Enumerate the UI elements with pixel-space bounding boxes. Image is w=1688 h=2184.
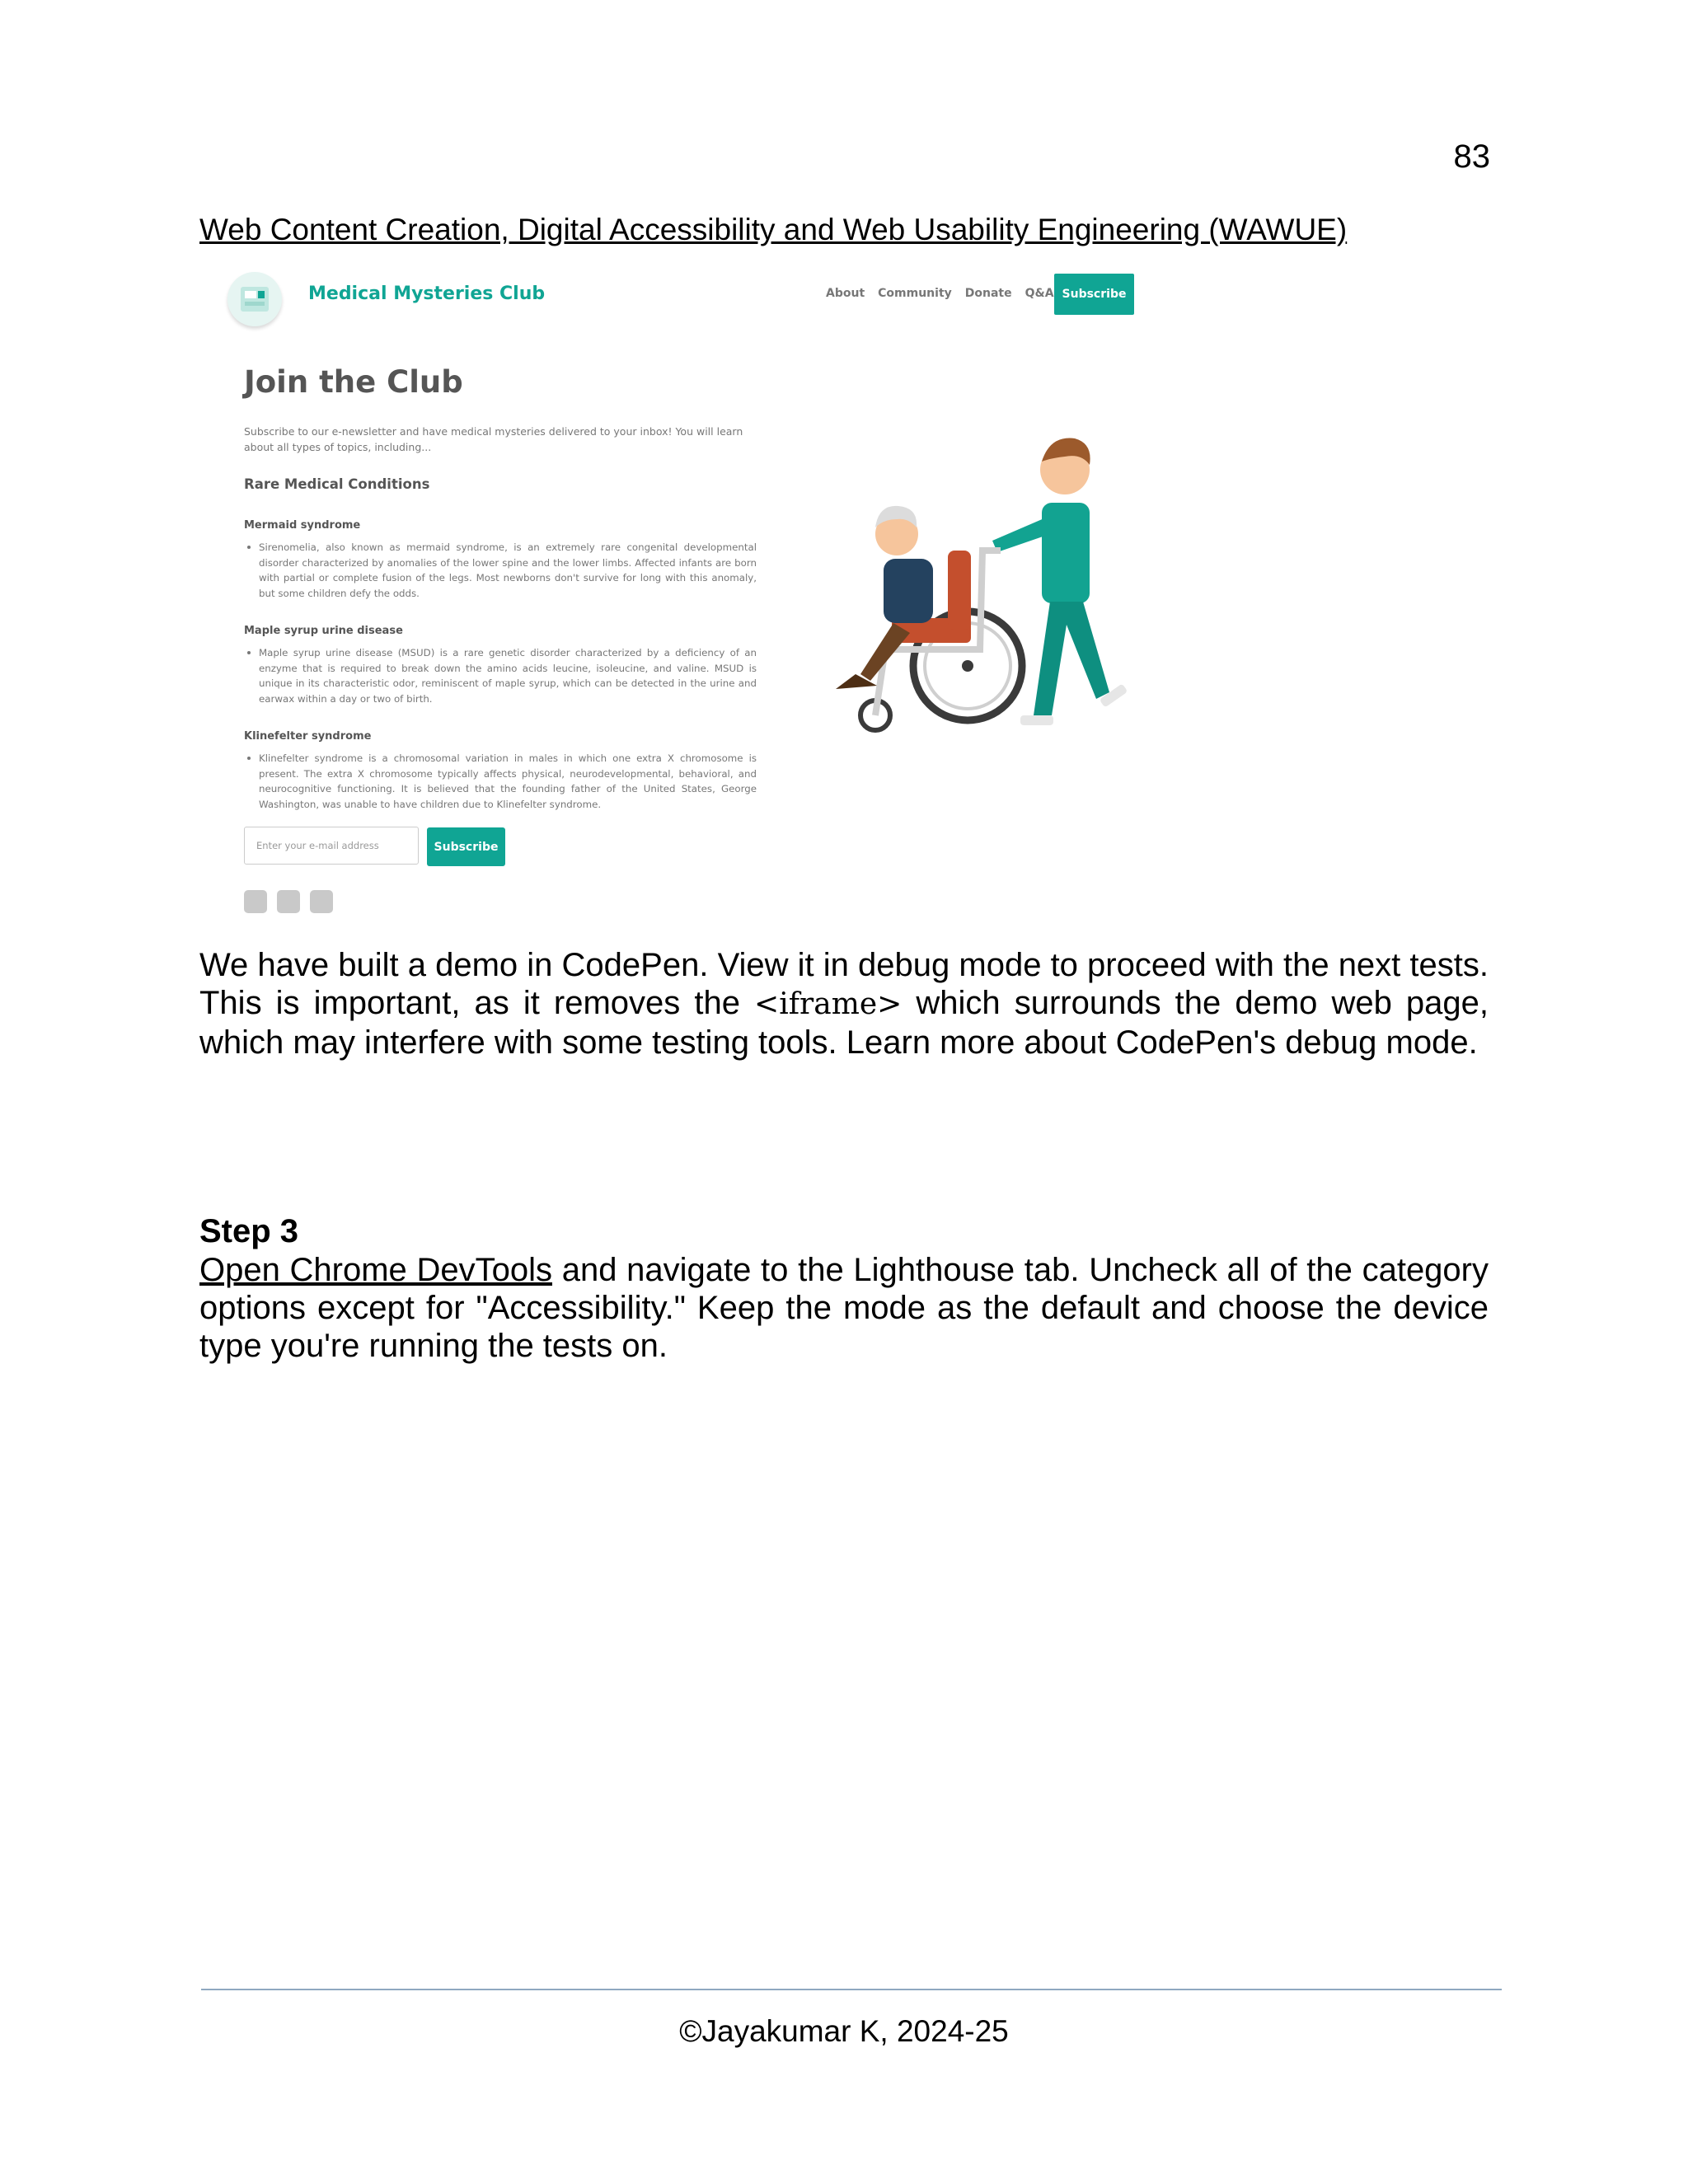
condition-block [244,625,757,706]
nav-subscribe-button: Subscribe [1054,274,1134,315]
devtools-link[interactable]: Open Chrome DevTools [199,1252,553,1288]
condition-name: Mermaid syndrome [244,519,361,532]
nav-item-about: About [826,287,865,300]
condition-block [244,519,757,601]
document-header: Web Content Creation, Digital Accessibility and Web Usability Engineering (WAWUE) [199,213,1348,246]
page-number: 83 [1453,138,1490,175]
nav-item-qa: Q&A [1025,287,1054,300]
form-subscribe-button: Subscribe [427,827,505,866]
join-title: Join the Club [244,364,463,400]
condition-description: Sirenomelia, also known as mermaid syndrome, is an extremely rare congenital developmental disorder characterized by anomalies of the lower spine and the lower limbs. Affected infants are born with partial or complete fusion of the legs. Most newborns don't survive for long with this anomaly, but some children defy the odds. [259,540,757,601]
condition-name: Klinefelter syndrome [244,730,372,743]
nav-item-donate: Donate [964,287,1012,300]
section-title: Rare Medical Conditions [244,476,430,492]
social-links [244,890,333,913]
top-nav [826,287,1054,300]
step-paragraph [199,1251,1489,1365]
brand-name: Medical Mysteries Club [308,284,546,304]
condition-description: Maple syrup urine disease (MSUD) is a rare genetic disorder characterized by a deficiency of an enzyme that is required to break down the amino acids leucine, isoleucine, and valine. MSUD is unique in its characteristic odor, reminiscent of maple syrup, which can be detected in the urine and earwax within a day or two of birth. [259,645,757,706]
twitch-icon [277,890,300,913]
condition-block [244,730,757,812]
club-logo [227,272,282,326]
condition-description: Klinefelter syndrome is a chromosomal variation in males in which one extra X chromosome is present. The extra X chromosome typically affects physical, neurodevelopmental, behavioral, and neurocognitive functioning. It is believed that the founding father of the United States, George Washington, was unable to have children due to Klinefelter syndrome. [259,751,757,812]
demo-paragraph-text-end: which surrounds the demo web page, which may interfere with some testing tools. Learn more about CodePen's debug mode. [199,985,1489,1061]
wheelchair-illustration [803,427,1149,757]
step-paragraph-text: and navigate to the Lighthouse tab. Uncheck all of the category options except for "Accessibility." Keep the mode as the default and choose the device type you're running the tests on. [199,1252,1489,1364]
twitter-icon [244,890,267,913]
step-title: Step 3 [199,1213,299,1249]
demo-paragraph [199,946,1489,1062]
email-field: Enter your e-mail address [244,827,419,865]
iframe-code: <iframe> [754,987,903,1021]
instagram-icon [310,890,333,913]
demo-paragraph-text: We have built a demo in CodePen. View it in debug mode to proceed with the next tests. This is important, as it removes the [199,947,1489,1021]
condition-name: Maple syrup urine disease [244,625,403,637]
footer-divider [201,1989,1502,1990]
footer-copyright: ©Jayakumar K, 2024-25 [679,2014,1009,2048]
intro-text: Subscribe to our e-newsletter and have medical mysteries delivered to your inbox! You will learn about all types of topics, including... [244,425,743,453]
demo-screenshot [223,262,1187,934]
nav-item-community: Community [878,287,952,300]
